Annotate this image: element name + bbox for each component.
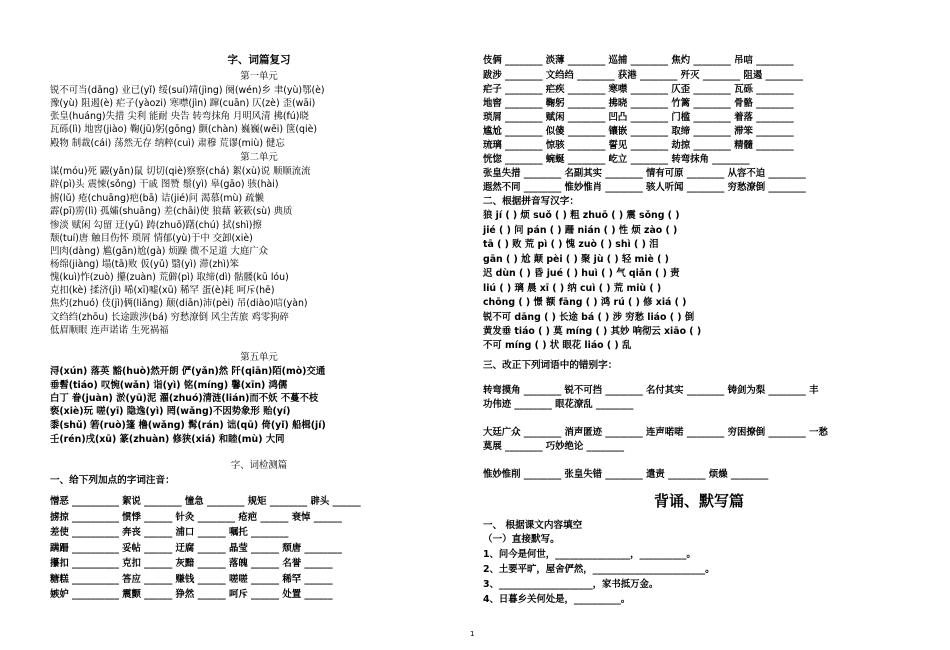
- exercise-line: 转弯摸角 ________ 锐不可挡 ________ 名付其实 ________ 铸剑为梨 ________ 丰: [483, 385, 819, 396]
- vocab-line: 惨淡 赋闲 勾留 迂(yū) 踌(zhuō)躇(chú) 拭(shì)擦: [50, 220, 262, 231]
- exercise-line: 蹒跚 __________ 妥帖 ______ 迂腐 ______ 晶莹 ______ 颓唐 ________: [50, 543, 342, 554]
- section-title: 字、词篇复习: [227, 54, 291, 66]
- vocab-line: 凹肉(dàng) 尴(gān)尬(gà) 烦躁 微不足道 大庭广众: [50, 246, 269, 257]
- exercise-line: 2、土要平旷，屋舍俨然，________________________。: [483, 564, 715, 575]
- exercise-line: 差使 __________ 奔丧 ______ 浦口 ______ 嘱托 ________: [50, 527, 289, 538]
- vocab-line: 黍(shǔ) 箬(ruò)篷 橹(wǎng) 髯(rán) 诎(qū) 倚(yǐ) 船楫(jí): [50, 420, 326, 431]
- exercise-line: 掳掠 __________ 惯悸 ______ 针灸 ________ 疮疤 ______ 衰悼 ______: [50, 512, 342, 523]
- vocab-line: 霹(pī)雳(lì) 孤孀(shuāng) 差(chāi)使 狼藉 簌簌(sù) 典质: [50, 206, 293, 217]
- test-title: 字、词检测篇: [230, 460, 288, 471]
- question-heading: 一、给下列加点的字词注音：: [50, 475, 175, 486]
- unit-heading: 第二单元: [240, 152, 278, 163]
- vocab-line: 浔(xún) 落英 豁(huò)然开朗 俨(yǎn)然 阡(qiān)陌(mò)交通: [50, 366, 326, 377]
- exercise-line: 地窖 ________ 鞠躬 ________ 拂晓 ________ 竹篱 ________ 骨骼 ________: [483, 98, 794, 109]
- vocab-line: 杨绵(jiàng) 塌(tā)败 仮(yǔ) 翳(yì) 滞(zhì)笨: [50, 259, 239, 270]
- exercise-line: 遐然不同 ________ 惟妙惟肖 ________ 骇人听闻 ________ 穷愁潦倒 ________: [483, 182, 806, 193]
- unit-heading: 第一单元: [240, 71, 278, 82]
- vocab-line: 张皇(huáng)失措 尖利 能耐 央告 转弯抹角 月明风清 拂(fú)晓: [50, 111, 309, 122]
- vocab-line: 愧(kuì)怍(zuò) 攥(zuàn) 荒僻(pì) 取缔(dì) 骷髅(kū lóu): [50, 272, 289, 283]
- question-heading: 二、根据拼音写汉字：: [483, 196, 579, 207]
- exercise-line: 1、问今是何世，________________，__________。: [483, 549, 696, 560]
- exercise-line: 4、日暮乡关何处是，__________。: [483, 594, 631, 605]
- vocab-line: 低眉顺眼 连声诺诺 生死祸福: [50, 325, 169, 336]
- vocab-line: 文绉绉(zhōu) 长途跋涉(bá) 穷愁潦倒 风尘苦旅 鸡零狗碎: [50, 312, 289, 323]
- vocab-line: 白丁 眷(juàn) 淤(yū)泥 濯(zhuó)清涟(lián)而不妖 不蔓不枝: [50, 393, 319, 404]
- vocab-line: 垂髫(tiáo) 叹惋(wǎn) 诣(yì) 铭(míng) 馨(xīn) 鸿儒: [50, 380, 288, 391]
- exercise-line: gān ( ) 尬 颠 pèi ( ) 聚 jù ( ) 轻 miè ( ): [483, 254, 669, 265]
- exercise-line: 伎俩 ________ 淡薄 ________ 巡捕 ________ 焦灼 ________ 吊唁 ________: [483, 55, 794, 66]
- exercise-line: chōng ( ) 憬 额 fāng ( ) 鸿 rú ( ) 修 xiá ( ): [483, 297, 687, 308]
- vocab-line: 豫(yù) 阻遏(è) 疟子(yàozi) 寒噤(jìn) 蹿(cuān) 仄(zè) 歪(wāi): [50, 98, 316, 109]
- exercise-line: 张皇失措 ________ 名副其实 ________ 情有可原 ________ 从容不迫 ________: [483, 168, 806, 179]
- exercise-line: 琉璃 ________ 惊骇 ________ 誓见 ________ 劫掠 ________ 精髓 ________: [483, 140, 794, 151]
- exercise-line: 锐不可 dāng ( ) 长途 bá ( ) 涉 穷愁 liáo ( ) 倒: [483, 312, 695, 323]
- vocab-line: 克扣(kè) 揉济(jì) 唏(xī)嘘(xū) 稀罕 蛋(è)耗 呵斥(hē): [50, 285, 275, 296]
- vocab-line: 壬(rén)戌(xū) 篆(zhuàn) 修狭(xiá) 和睦(mù) 大同: [50, 434, 285, 445]
- exercise-line: liú ( ) 璃 晨 xī ( ) 纳 cuì ( ) 荒 miù ( ): [483, 283, 662, 294]
- exercise-line: 迟 dùn ( ) 昏 jué ( ) huì ( ) 气 qiǎn ( ) 责: [483, 268, 680, 279]
- page-number: 1: [470, 630, 475, 638]
- question-heading: 三、改正下列词语中的错别字：: [483, 360, 618, 371]
- exercise-line: 嫉妒 __________ 震颤 ______ 狰然 ______ 呵斥 ______ 处置 ______: [50, 589, 333, 600]
- exercise-line: 跋涉 ________ 文绉绉 ________ 获港 ________ 歼灭 ________ 阻遏 ________: [483, 70, 804, 81]
- exercise-line: 狼 jí ( ) 烦 suǒ ( ) 粗 zhuō ( ) 震 sǒng ( ): [483, 210, 680, 221]
- vocab-line: 殿物 制裁(cái) 荡然无存 纳粹(cuì) 肃穆 荒谬(miù) 健忘: [50, 138, 285, 149]
- exercise-line: 3、____________________，家书抵万金。: [483, 579, 659, 590]
- exercise-line: 糖糕 __________ 答应 ______ 赚钱 ______ 嗟嗟 ______ 稀罕 ______: [50, 574, 333, 585]
- vocab-line: 谋(móu)死 鼹(yǎn)鼠 切切(qiè)察察(chá) 絮(xù)说 顺顺流流: [50, 166, 311, 177]
- exercise-line: 尴尬 ________ 似傻 ________ 镶嵌 ________ 取缔 ________ 滞笨 ________: [483, 126, 794, 137]
- sub-heading: （一）直接默写。: [483, 534, 560, 545]
- exercise-line: 憎恶 __________ 絮说 ________ 憧急 ________ 规矩 ________ 辟头 ______: [50, 496, 361, 507]
- vocab-line: 颓(tuí)唐 触目伤怀 琐屑 情郁(yù)于中 交卸(xiè): [50, 233, 253, 244]
- unit-heading: 第五单元: [240, 352, 278, 363]
- exercise-line: 功伟迹 ________ 眼花潦乱 ________: [483, 399, 634, 410]
- section-title: 背诵、默写篇: [653, 492, 744, 510]
- exercise-line: 不可 míng ( ) 状 眼花 liáo ( ) 乱: [483, 340, 632, 351]
- vocab-line: 焦灼(zhuó) 伎(jì)俩(liǎng) 颠(diān)沛(pèi) 吊(diào)唁(yàn): [50, 298, 308, 309]
- exercise-line: 黄发垂 tiáo ( ) 莫 míng ( ) 其妙 响彻云 xiāo ( ): [483, 326, 702, 337]
- exercise-line: 琐屑 ________ 赋闲 ________ 凹凸 ________ 门槛 ________ 着落 ________: [483, 112, 794, 123]
- vocab-line: 掳(lǔ) 疮(chuāng)疤(bā) 诘(jié)问 渴慕(mù) 疏懒: [50, 193, 264, 204]
- exercise-line: 疟子 ________ 疟疾 ________ 寒噤 ________ 仄歪 ________ 瓦砾 ________: [483, 84, 794, 95]
- exercise-line: 大廷广众 ________ 消声匿迹 ________ 连声喏喏 ________ 穷困撩倒 ________ 一愁: [483, 427, 828, 438]
- exercise-line: 惟妙惟削 ________ 张皇失错 ________ 遣责 ________ 烦燥 ________: [483, 469, 769, 480]
- vocab-line: 亵(xiè)玩 嗟(yī) 隐逸(yì) 罔(wǎng)不因势象形 贻(yí): [50, 406, 291, 417]
- question-heading: 一、 根据课文内容填空: [483, 520, 583, 531]
- vocab-line: 锐不可当(dāng) 业已(yǐ) 绥(suí)靖(jìng) 阕(wén)乡 聿(yù)鄂(è): [50, 85, 325, 96]
- vocab-line: 辟(pì)头 震悚(sǒng) 干戚 图赞 鬃(yì) 皋(gāo) 骇(hài): [50, 179, 279, 190]
- vocab-line: 瓦砾(lì) 地窖(jiào) 鞠(jū)躬(gōng) 颤(chàn) 巍巍(wēi) 箧(qiè): [50, 124, 318, 135]
- exercise-line: 莫展 ________ 巧妙绝论 ________: [483, 441, 625, 452]
- exercise-line: jié ( ) 问 pán ( ) 跚 nián ( ) 性 烦 zào ( ): [483, 225, 678, 236]
- exercise-line: tā ( ) 败 荒 pì ( ) 愧 zuò ( ) shì ( ) 泪: [483, 239, 659, 250]
- exercise-line: 恍惚 ________ 蜿蜒 ________ 屹立 ________ 转弯抹角 ________: [483, 154, 750, 165]
- exercise-line: 攥扣 __________ 克扣 ______ 灰黯 ______ 落魄 ______ 名誉 ______: [50, 558, 333, 569]
